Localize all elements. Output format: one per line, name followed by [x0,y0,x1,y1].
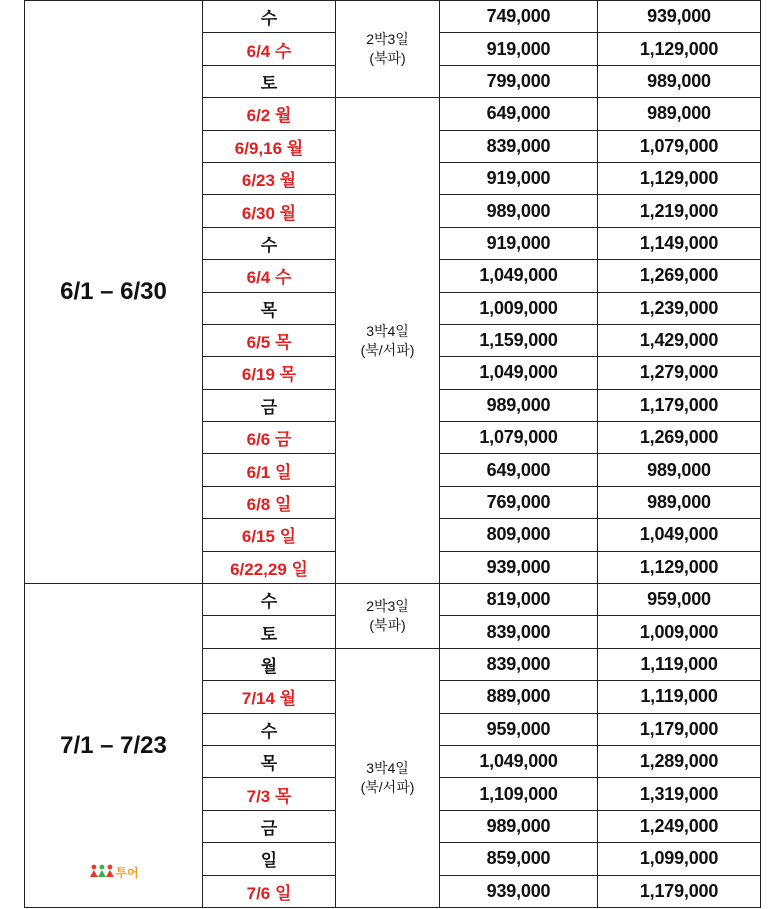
price-cell: 1,269,000 [598,260,761,292]
price-cell: 1,129,000 [598,162,761,194]
price-cell: 1,319,000 [598,778,761,810]
price-cell: 989,000 [598,65,761,97]
price-cell: 1,049,000 [440,260,598,292]
people-icon [88,864,114,881]
price-cell: 749,000 [440,1,598,33]
price-cell: 959,000 [598,584,761,616]
duration-cell [336,648,440,907]
day-cell: 6/23 월 [203,162,336,194]
price-cell: 989,000 [440,389,598,421]
price-cell: 1,129,000 [598,551,761,583]
price-cell: 1,049,000 [440,745,598,777]
price-cell: 989,000 [598,454,761,486]
duration-label: 3박4일 [366,759,409,776]
price-cell: 1,149,000 [598,227,761,259]
day-cell: 월 [203,648,336,680]
day-cell: 6/2 월 [203,98,336,130]
day-cell: 목 [203,745,336,777]
price-cell: 919,000 [440,33,598,65]
price-cell: 1,249,000 [598,810,761,842]
price-cell: 649,000 [440,454,598,486]
duration-cell [336,584,440,649]
price-cell: 1,279,000 [598,357,761,389]
day-cell: 6/6 금 [203,422,336,454]
day-cell: 토 [203,616,336,648]
price-cell: 939,000 [440,875,598,907]
price-cell: 1,179,000 [598,713,761,745]
day-cell: 6/19 목 [203,357,336,389]
day-cell: 금 [203,810,336,842]
price-cell: 1,119,000 [598,648,761,680]
price-cell: 1,009,000 [598,616,761,648]
table-row [25,1,761,33]
duration-label: 2박3일 [366,597,409,614]
price-cell: 839,000 [440,616,598,648]
price-cell: 989,000 [598,486,761,518]
brand-logo [88,864,138,881]
price-cell: 769,000 [440,486,598,518]
day-cell: 6/22,29 일 [203,551,336,583]
price-cell: 989,000 [440,810,598,842]
day-cell: 수 [203,227,336,259]
price-cell: 819,000 [440,584,598,616]
duration-label: 2박3일 [366,31,409,48]
price-cell: 959,000 [440,713,598,745]
price-cell: 1,109,000 [440,778,598,810]
region-label: (북파) [369,616,406,633]
price-cell: 839,000 [440,130,598,162]
duration-cell [336,98,440,584]
day-cell: 금 [203,389,336,421]
price-cell: 1,239,000 [598,292,761,324]
price-cell: 1,289,000 [598,745,761,777]
price-cell: 1,429,000 [598,324,761,356]
price-cell: 799,000 [440,65,598,97]
day-cell: 수 [203,1,336,33]
region-label: (북파) [369,50,406,67]
day-cell: 6/9,16 월 [203,130,336,162]
price-cell: 939,000 [440,551,598,583]
region-label: (북/서파) [360,778,415,795]
day-cell: 일 [203,843,336,875]
logo-text: 투어 [115,866,139,880]
price-cell: 919,000 [440,227,598,259]
day-cell: 수 [203,584,336,616]
price-cell: 1,049,000 [598,519,761,551]
price-table [24,0,761,908]
table-row [25,584,761,616]
day-cell: 6/30 월 [203,195,336,227]
period-cell [25,1,203,584]
day-cell: 7/14 월 [203,681,336,713]
price-table-body [25,1,761,908]
day-cell: 6/15 일 [203,519,336,551]
price-cell: 1,119,000 [598,681,761,713]
price-cell: 1,099,000 [598,843,761,875]
price-cell: 649,000 [440,98,598,130]
period-cell [25,584,203,908]
day-cell: 6/5 목 [203,324,336,356]
day-cell: 목 [203,292,336,324]
price-cell: 1,129,000 [598,33,761,65]
day-cell: 7/6 일 [203,875,336,907]
region-label: (북/서파) [360,341,415,358]
price-cell: 889,000 [440,681,598,713]
price-cell: 1,159,000 [440,324,598,356]
price-cell: 989,000 [440,195,598,227]
price-cell: 1,049,000 [440,357,598,389]
price-cell: 809,000 [440,519,598,551]
duration-cell [336,1,440,98]
price-cell: 989,000 [598,98,761,130]
period-label: 6/1 – 6/30 [60,278,167,306]
price-cell: 859,000 [440,843,598,875]
duration-label: 3박4일 [366,322,409,339]
day-cell: 6/4 수 [203,33,336,65]
price-cell: 1,269,000 [598,422,761,454]
price-cell: 1,179,000 [598,389,761,421]
day-cell: 수 [203,713,336,745]
day-cell: 6/1 일 [203,454,336,486]
price-cell: 839,000 [440,648,598,680]
day-cell: 6/4 수 [203,260,336,292]
price-cell: 1,079,000 [598,130,761,162]
price-cell: 1,079,000 [440,422,598,454]
price-cell: 1,219,000 [598,195,761,227]
day-cell: 6/8 일 [203,486,336,518]
price-cell: 1,179,000 [598,875,761,907]
price-cell: 1,009,000 [440,292,598,324]
price-cell: 919,000 [440,162,598,194]
day-cell: 토 [203,65,336,97]
price-cell: 939,000 [598,1,761,33]
period-label: 7/1 – 7/23 [60,731,167,759]
day-cell: 7/3 목 [203,778,336,810]
